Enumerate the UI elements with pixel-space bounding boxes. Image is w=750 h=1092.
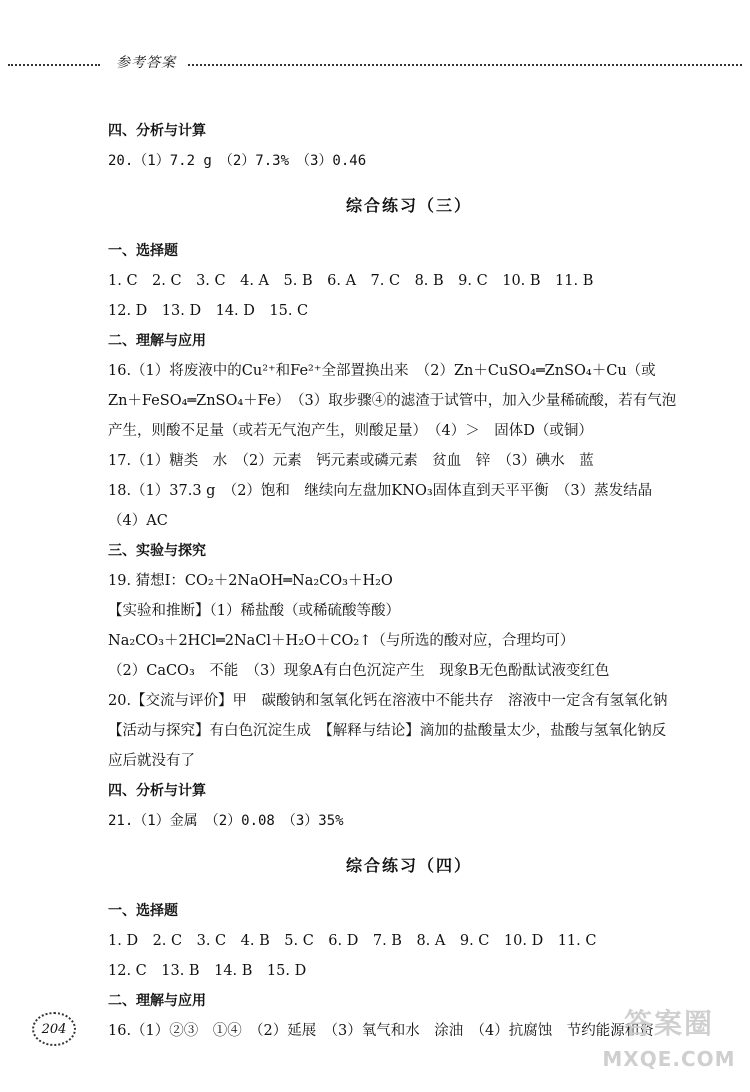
answer-line: （2）CaCO₃ 不能 （3）现象A有白色沉淀产生 现象B无色酚酞试液变红色 — [108, 663, 610, 679]
site-watermark — [594, 1004, 744, 1084]
page-header-title: 参考答案 — [116, 55, 176, 71]
answer-line: （4）AC — [108, 513, 168, 529]
page-number-badge — [32, 1012, 76, 1046]
answer-line: Na₂CO₃＋2HCl═2NaCl＋H₂O＋CO₂↑（与所选的酸对应，合理均可） — [108, 633, 575, 649]
section-heading: 一、选择题 — [108, 903, 178, 919]
header-dotted-rule-right — [188, 64, 742, 66]
answer-line: 【实验和推断】（1）稀盐酸（或稀硫酸等酸） — [108, 603, 400, 619]
section-heading: 一、选择题 — [108, 243, 178, 259]
section-heading: 二、理解与应用 — [108, 333, 206, 349]
answer-line: 应后就没有了 — [108, 753, 195, 769]
answer-line: 产生，则酸不足量（或若无气泡产生，则酸足量） （4）＞ 固体D（或铜） — [108, 423, 593, 439]
answer-line: Zn＋FeSO₄═ZnSO₄＋Fe） （3）取步骤④的滤渣于试管中，加入少量稀硫酸，若有气泡 — [108, 393, 677, 409]
answer-line: 1. D 2. C 3. C 4. B 5. C 6. D 7. B 8. A 9. C 10. D 11. C — [108, 933, 597, 949]
section-heading: 四、分析与计算 — [108, 783, 206, 799]
answer-line: 16.（1）将废液中的Cu²⁺和Fe²⁺全部置换出来 （2）Zn＋CuSO₄═ZnSO₄＋Cu（或 — [108, 363, 656, 379]
answer-line: 21.（1）金属 （2）0.08 （3）35% — [108, 813, 344, 829]
watermark-logo-text: 答案圈 — [623, 1007, 714, 1040]
header-dotted-rule-left — [8, 64, 100, 66]
answer-line: 16.（1）②③ ①④ （2）延展 （3）氧气和水 涂油 （4）抗腐蚀 节约能源和资 — [108, 1023, 654, 1039]
answer-line: 12. C 13. B 14. B 15. D — [108, 963, 307, 979]
answer-content — [108, 116, 710, 1046]
answer-line: 18.（1）37.3 g （2）饱和 继续向左盘加KNO₃固体直到天平平衡 （3）蒸发结晶 — [108, 483, 653, 499]
answer-line: 20.【交流与评价】甲 碳酸钠和氢氧化钙在溶液中不能共存 溶液中一定含有氢氧化钠 — [108, 693, 668, 709]
section-heading: 二、理解与应用 — [108, 993, 206, 1009]
answer-line: 20.（1）7.2 g （2）7.3% （3）0.46 — [108, 153, 367, 169]
watermark-url: MXQE.COM — [602, 1047, 736, 1071]
answer-line: 19. 猜想Ⅰ：CO₂＋2NaOH═Na₂CO₃＋H₂O — [108, 573, 393, 589]
section-heading: 三、实验与探究 — [108, 543, 206, 559]
exercise-title: 综合练习（四） — [345, 856, 472, 875]
answer-line: 12. D 13. D 14. D 15. C — [108, 303, 309, 319]
page-number: 204 — [41, 1021, 67, 1037]
exercise-title: 综合练习（三） — [345, 196, 472, 215]
answer-line: 17.（1）糖类 水 （2）元素 钙元素或磷元素 贫血 锌 （3）碘水 蓝 — [108, 453, 594, 469]
answer-line: 1. C 2. C 3. C 4. A 5. B 6. A 7. C 8. B 9. C 10. B 11. B — [108, 273, 594, 289]
section-heading: 四、分析与计算 — [108, 123, 206, 139]
answer-line: 【活动与探究】有白色沉淀生成 【解释与结论】滴加的盐酸量太少，盐酸与氢氧化钠反 — [108, 723, 667, 739]
